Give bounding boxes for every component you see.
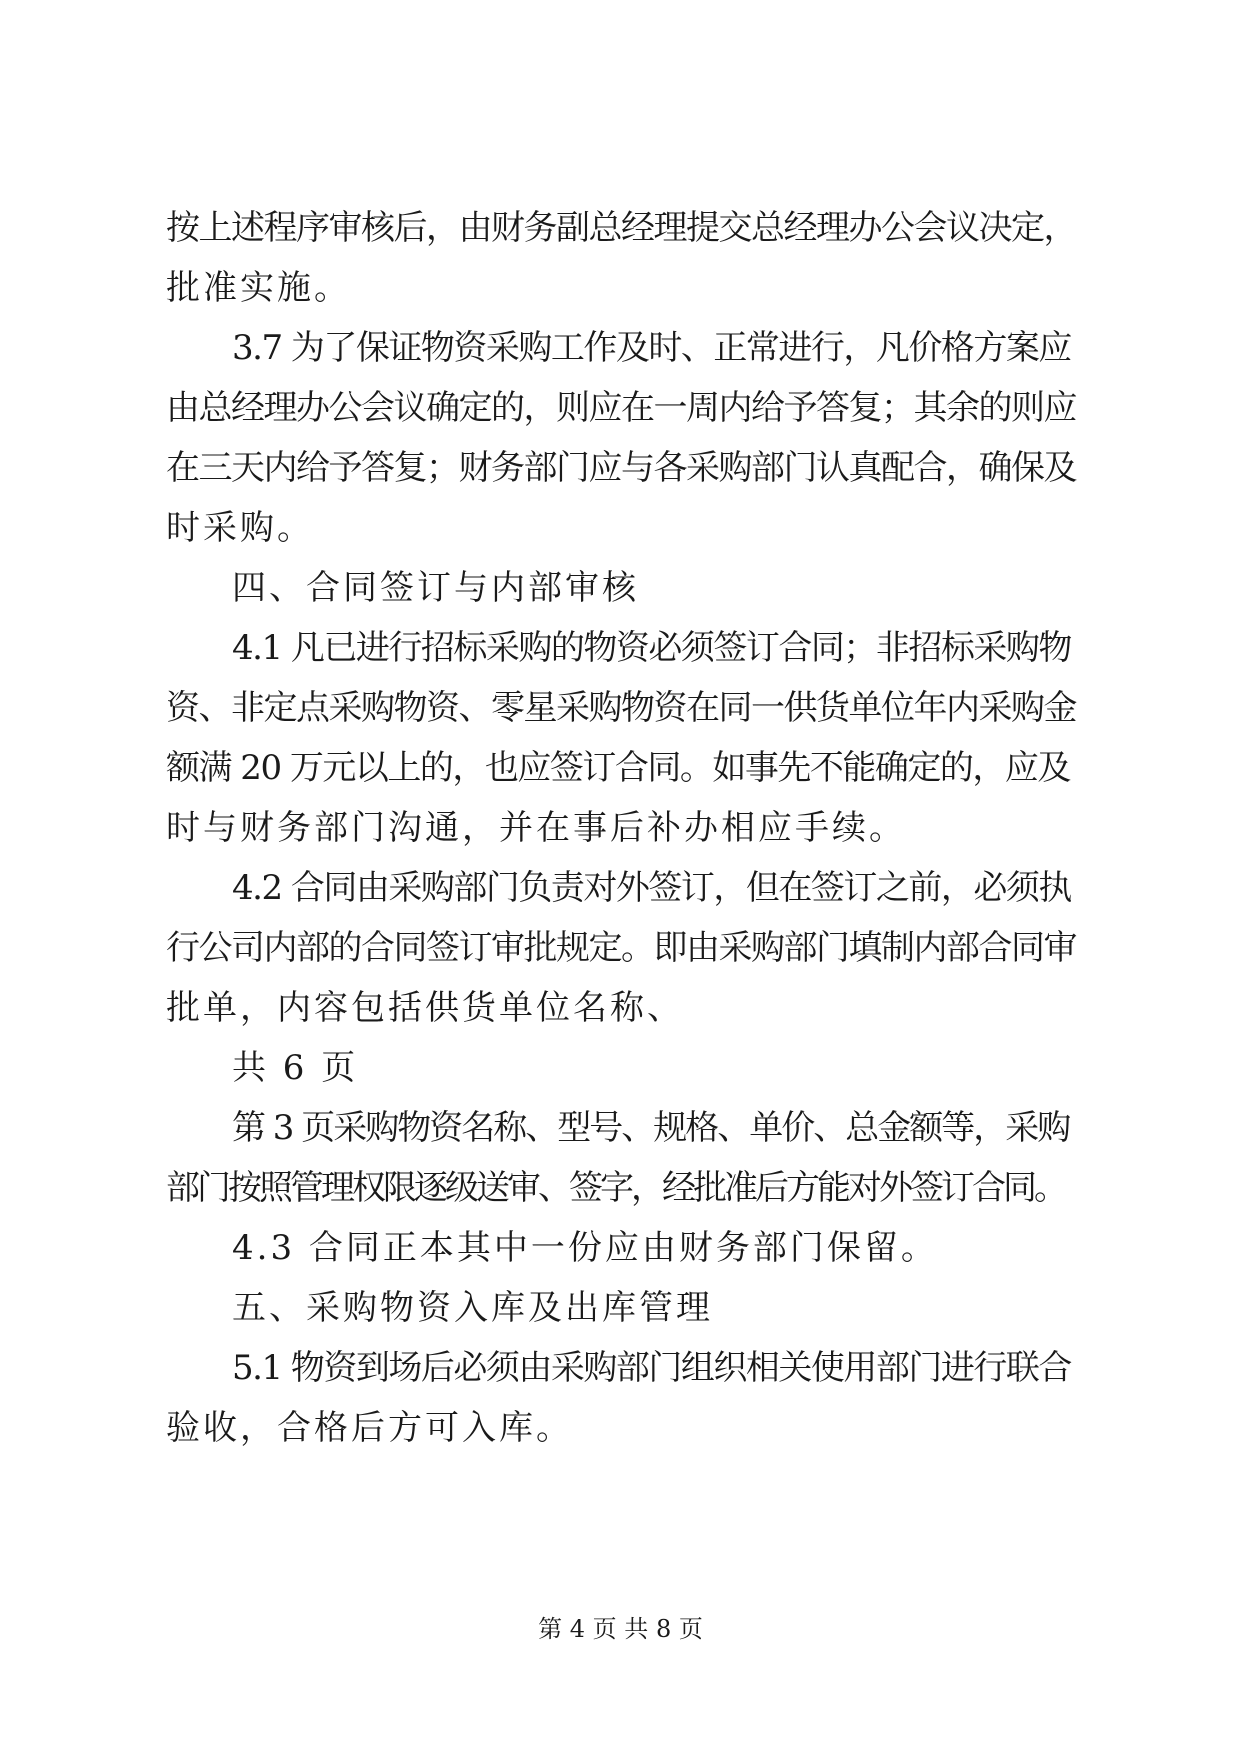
paragraph-line: 批准实施。 [166,268,351,308]
section-heading: 四、合同签订与内部审核 [232,568,639,608]
page-footer: 第 4 页 共 8 页 [538,1615,703,1643]
paragraph-line: 行公司内部的合同签订审批规定。即由采购部门填制内部合同审 [166,928,1076,968]
paragraph-line: 第 3 页采购物资名称、型号、规格、单价、总金额等，采购 [232,1108,1070,1148]
paragraph-line: 批单，内容包括供货单位名称、 [166,988,684,1028]
paragraph-line: 时与财务部门沟通，并在事后补办相应手续。 [166,808,906,848]
paragraph-line: 由总经理办公会议确定的，则应在一周内给予答复；其余的则应 [166,388,1076,428]
paragraph-line: 资、非定点采购物资、零星采购物资在同一供货单位年内采购金 [166,688,1076,728]
page-count-line: 共 6 页 [232,1048,359,1088]
paragraph-line: 在三天内给予答复；财务部门应与各采购部门认真配合，确保及 [166,448,1076,488]
paragraph-line: 按上述程序审核后，由财务副总经理提交总经理办公会议决定， [166,208,1076,248]
paragraph-line: 4.3 合同正本其中一份应由财务部门保留。 [232,1228,938,1268]
paragraph-line: 验收，合格后方可入库。 [166,1408,573,1448]
paragraph-line: 5.1 物资到场后必须由采购部门组织相关使用部门进行联合 [232,1348,1071,1388]
paragraph-line: 部门按照管理权限逐级送审、签字，经批准后方能对外签订合同。 [166,1168,1065,1208]
paragraph-line: 3.7 为了保证物资采购工作及时、正常进行，凡价格方案应 [232,328,1071,368]
paragraph-line: 4.2 合同由采购部门负责对外签订，但在签订之前，必须执 [232,868,1071,908]
section-heading: 五、采购物资入库及出库管理 [232,1288,713,1328]
paragraph-line: 额满 20 万元以上的，也应签订合同。如事先不能确定的，应及 [166,748,1070,788]
paragraph-line: 时采购。 [166,508,314,548]
paragraph-line: 4.1 凡已进行招标采购的物资必须签订合同；非招标采购物 [232,628,1071,668]
